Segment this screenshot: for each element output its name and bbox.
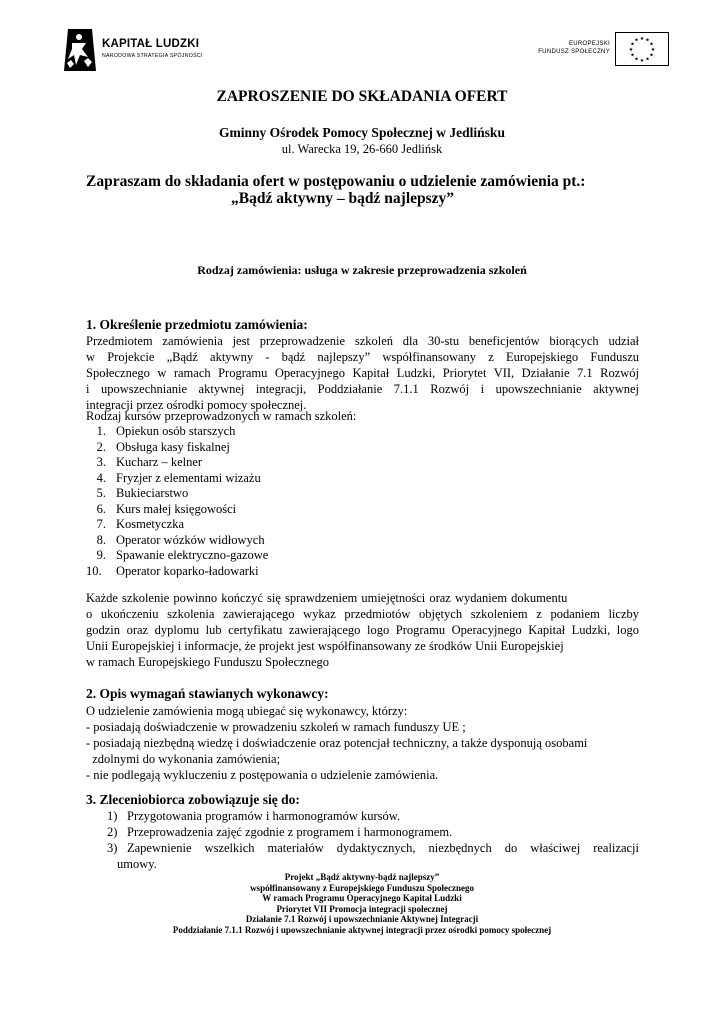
closing-line: godzin oraz dyplomu lub certyfikatu zawierającego logo Programu Operacyjnego Kapitał Ludzki, logo <box>86 623 639 637</box>
organization-address: ul. Warecka 19, 26-660 Jedlińsk <box>281 142 443 156</box>
section-2-line: zdolnymi do wykonania zamówienia; <box>86 752 281 766</box>
eu-star-icon: ★ <box>639 37 645 42</box>
order-type: Rodzaj zamówienia: usługa w zakresie przeprowadzenia szkoleń <box>197 263 527 277</box>
organization-name: Gminny Ośrodek Pomocy Społecznej w Jedlińsku <box>219 125 505 140</box>
invitation-line-2: „Bądź aktywny – bądź najlepszy” <box>231 190 455 207</box>
section-2-line: - posiadają niezbędną wiedzę i doświadczenie oraz potencjał techniczny, a także dysponują osobami <box>86 736 588 750</box>
efs-logo <box>530 32 670 66</box>
kapital-ludzki-logo <box>62 27 232 77</box>
section-1 <box>86 316 639 413</box>
section-3-list <box>86 808 639 872</box>
logo-left-title: KAPITAŁ LUDZKI <box>102 38 200 50</box>
closing-line: w ramach Europejskiego Funduszu Społecznego <box>86 655 329 669</box>
invitation-line-1: Zapraszam do składania ofert w postępowaniu o udzielenie zamówienia pt.: <box>86 173 586 190</box>
eu-star-icon: ★ <box>630 42 635 48</box>
list-item: 2) Przeprowadzenia zajęć zgodnie z programem i harmonogramem. <box>107 825 453 839</box>
logo-right-line2: FUNDUSZ SPOŁECZNY <box>538 49 610 55</box>
eu-star-icon: ★ <box>628 48 634 53</box>
eu-star-icon: ★ <box>639 59 645 64</box>
eu-star-icon: ★ <box>634 38 639 44</box>
section-2-heading: 2. Opis wymagań stawianych wykonawcy: <box>86 686 329 701</box>
section-1-line: w Projekcie „Bądź aktywny - bądź najlepszy” współfinansowany z Europejskiego Funduszu <box>86 350 639 364</box>
eu-flag <box>615 32 669 66</box>
eu-stars-icon <box>616 33 668 65</box>
footer-line: Projekt „Bądź aktywny-bądź najlepszy” <box>284 872 440 882</box>
document-title: ZAPROSZENIE DO SKŁADANIA OFERT <box>216 88 508 105</box>
list-item-continuation: umowy. <box>117 857 157 871</box>
list-item: 3) Zapewnienie wszelkich materiałów dydaktycznych, niezbędnych do właściwej realizacji <box>107 841 639 855</box>
closing-line: o ukończeniu szkolenia zawierającego wykaz przedmiotów objętych szkoleniem z podaniem liczby <box>86 607 639 621</box>
section-3-heading: 3. Zleceniobiorca zobowiązuje się do: <box>86 792 300 807</box>
eu-star-icon: ★ <box>650 48 656 53</box>
eu-star-icon: ★ <box>645 38 650 44</box>
section-1-line: Przedmiotem zamówienia jest przeprowadzenie szkoleń dla 30-stu beneficjentów biorących udział <box>86 334 639 348</box>
section-2-line: - posiadają doświadczenie w prowadzeniu szkoleń w ramach funduszy UE ; <box>86 720 466 734</box>
footer-line: współfinansowany z Europejskiego Funduszu Społecznego <box>250 882 474 893</box>
kapital-ludzki-text <box>102 38 203 59</box>
footer-line: Poddziałanie 7.1.1 Rozwój i upowszechnianie aktywnej integracji przez ośrodki pomocy społecznej <box>172 924 552 935</box>
eu-star-icon: ★ <box>649 42 654 48</box>
courses-list-intro: Rodzaj kursów przeprowadzonych w ramach szkoleń: <box>86 409 357 423</box>
footer-line: W ramach Programu Operacyjnego Kapitał Ludzki <box>262 893 462 903</box>
eu-star-icon: ★ <box>645 57 650 63</box>
logo-left-subtitle: NARODOWA STRATEGIA SPÓJNOŚCI <box>102 53 203 59</box>
efs-logo-text <box>530 40 610 56</box>
section-1-heading: 1. Określenie przedmiotu zamówienia: <box>86 317 308 332</box>
section-2 <box>86 703 639 783</box>
eu-star-icon: ★ <box>634 57 639 63</box>
list-item: 1) Przygotowania programów i harmonogramów kursów. <box>107 809 401 823</box>
section-1-line: integracji przez ośrodki pomocy społecznej. <box>86 398 307 412</box>
closing-line: Każde szkolenie powinno kończyć się sprawdzeniem umiejętności oraz wydaniem dokumentu <box>86 591 568 605</box>
eu-star-icon: ★ <box>649 53 654 59</box>
footer-line: Priorytet VII Promocja integracji społecznej <box>276 903 448 914</box>
eu-star-icon: ★ <box>630 53 635 59</box>
section-1-line: Społecznego w ramach Programu Operacyjnego Kapitał Ludzki, Priorytet VII, Działanie 7.1 Rozwój <box>86 366 639 380</box>
footer-line: Działanie 7.1 Rozwój i upowszechnianie Aktywnej Integracji <box>245 914 479 924</box>
section-2-line: - nie podlegają wykluczeniu z postępowania o udzielenie zamówienia. <box>86 768 439 782</box>
section-1-line: i upowszechnianie aktywnej integracji, Poddziałanie 7.1.1 Rozwój i upowszechnianie aktywnej <box>86 382 639 396</box>
section-2-line: O udzielenie zamówienia mogą ubiegać się wykonawcy, którzy: <box>86 704 408 718</box>
logo-right-line1: EUROPEJSKI <box>568 41 610 47</box>
closing-line: Unii Europejskiej i informacje, że projekt jest współfinansowany ze środków Unii Europejskiej <box>86 639 564 653</box>
footer <box>0 872 724 935</box>
document-page: KAPITAŁ LUDZKI NARODOWA STRATEGIA SPÓJNOŚCI EUROPEJSKI FUNDUSZ SPOŁECZNY ★ ★ ★ ★ ★ ★ ★ ★ ★ ★ ★ ★ ZAPROSZENIE DO SKŁADANIA OFERT Gminny Ośrodek Pomocy Społecznej w Jedlińsku ul. Warecka 19, 26-660 Jedlińsk Zapraszam do składania ofert w postępowaniu o udzielenie zamówienia pt.: „Bądź aktywny – bądź najlepszy” Rodzaj zamówienia: usługa w zakresie przeprowadzenia szkoleń 1. Określenie przedmiotu zamówienia: Przedmiotem zamówienia jest przeprowadzenie szkoleń dla 30-stu beneficjentów biorących udział w Projekcie „Bądź aktywny - bądź najlepszy” współfinansowany z Europejskiego Funduszu Społecznego w ramach Programu Operacyjnego Kapitał Ludzki, Priorytet VII, Działanie 7.1 Rozwój i upowszechnianie aktywnej integracji, Poddziałanie 7.1.1 Rozwój i upowszechnianie aktywnej integracji przez ośrodki pomocy społecznej. Rodzaj kursów przeprowadzonych w ramach szkoleń: 1. Opiekun osób starszych 2. Obsługa kasy fiskalnej 3. Kucharz – kelner 4. Fryzjer z elementami wizażu 5. Bukieciarstwo 6. Kurs małej księgowości 7. Kosmetyczka 8. Operator wózków widłowych 9. Spawanie elektryczno-gazowe 10. Operator koparko-ładowarki Każde szkolenie powinno kończyć się sprawdzeniem umiejętności oraz wydaniem dokumentu o ukończeniu szkolenia zawierającego wykaz przedmiotów objętych szkoleniem z podaniem liczby godzin oraz dyplomu lub certyfikatu zawierającego logo Programu Operacyjnego Kapitał Ludzki, logo Unii Europejskiej i informacje, że projekt jest współfinansowany ze środków Unii Europejskiej w ramach Europejskiego Funduszu Społecznego 2. Opis wymagań stawianych wykonawcy: O udzielenie zamówienia mogą ubiegać się wykonawcy, którzy: - posiadają doświadczenie w prowadzeniu szkoleń w ramach funduszy UE ; - posiadają niezbędną wiedzę i doświadczenie oraz potencjał techniczny, a także dysponują osobami zdolnymi do wykonania zamówienia; - nie podlegają wykluczeniu z postępowania o udzielenie zamówienia. 3. Zleceniobiorca zobowiązuje się do: 1) Przygotowania programów i harmonogramów kursów. 2) Przeprowadzenia zajęć zgodnie z programem i harmonogramem. 3) Zapewnienie wszelkich materiałów dydaktycznych, niezbędnych do właściwej realizacji umowy. Projekt „Bądź aktywny-bądź najlepszy” współfinansowany z Europejskiego Funduszu Społecznego W ramach Programu Operacyjnego Kapitał Ludzki Priorytet VII Promocja integracji społecznej Działanie 7.1 Rozwój i upowszechnianie Aktywnej Integracji Poddziałanie 7.1.1 Rozwój i upowszechnianie aktywnej integracji przez ośrodki pomocy społecznej <box>0 0 724 1024</box>
kapital-ludzki-emblem-icon <box>62 27 98 73</box>
section-1-closing <box>86 590 639 670</box>
